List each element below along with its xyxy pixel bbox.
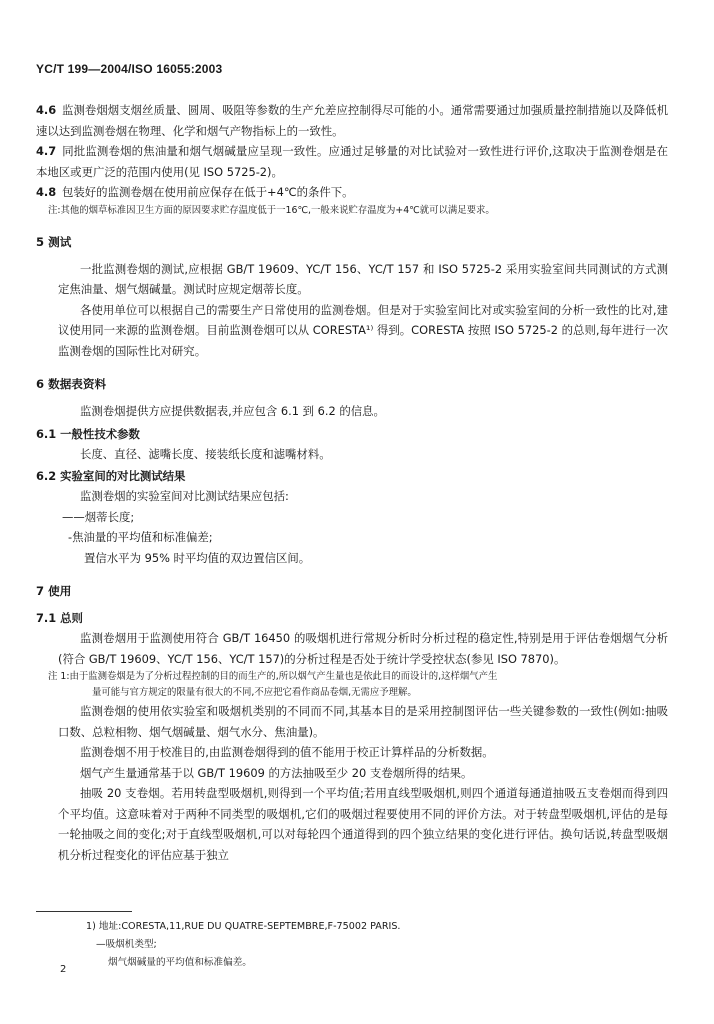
clause-4-8 (36, 182, 668, 203)
section-6-1-text: 长度、直径、滤嘴长度、接装纸长度和滤嘴材料。 (80, 446, 331, 461)
footnote-line: 烟气烟碱量的平均值和标准偏差。 (108, 957, 252, 968)
section-7-paragraph: 烟气产生量通常基于以 GB/T 19609 的方法抽吸至少 20 支卷烟所得的结果。 (80, 765, 473, 780)
section-7-1-heading: 7.1 总则 (36, 611, 83, 625)
clause-4-6 (36, 100, 668, 141)
section-6-2-intro: 监测卷烟的实验室间对比测试结果应包括: (80, 489, 289, 503)
section-6-paragraph: 监测卷烟提供方应提供数据表,并应包含 6.1 到 6.2 的信息。 (80, 404, 385, 418)
clause-4-8-note: 注:其他的烟草标准因卫生方面的原因要求贮存温度低于一16℃,一般来说贮存温度为+4℃就可以满足要求。 (48, 204, 495, 216)
section-5-paragraph: 一批监测卷烟的测试,应根据 GB/T 19609、YC/T 156、YC/T 157 和 ISO 5725-2 采用实验室间共同测试的方式测定焦油量、烟气烟碱量。测试时应规定烟蒂长度。 (58, 261, 668, 296)
page-number: 2 (60, 964, 67, 975)
clause-text: 监测卷烟烟支烟丝质量、圆周、吸阻等参数的生产允差应控制得尽可能的小。通常需要通过加强质量控制措施以及降低机速以达到监测卷烟在物理、化学和烟气产物指标上的一致性。 (36, 103, 668, 138)
section-7-heading: 7 使用 (36, 584, 72, 598)
section-7-paragraph: 监测卷烟用于监测使用符合 GB/T 16450 的吸烟机进行常规分析时分析过程的稳定性,特别是用于评估卷烟烟气分析(符合 GB/T 19609、YC/T 156、YC/T 157)的分析过程是否处于统计学受控状态(参见 ISO 7870)。 (58, 631, 668, 666)
footnote-line: —吸烟机类型; (96, 939, 157, 950)
section-7-note-1: 注 1:由于监测卷烟是为了分析过程控制的目的而生产的,所以烟气产生量也是依此目的而设计的,这样烟气产生 (48, 671, 498, 682)
section-7-paragraph: 抽吸 20 支卷烟。若用转盘型吸烟机,则得到一个平均值;若用直线型吸烟机,则四个通道每通道抽吸五支卷烟而得到四个平均值。这意味着对于两种不同类型的吸烟机,它们的吸烟过程要使用不同的评价方法。对于转盘型吸烟机,评估的是每一轮抽吸之间的变化;对于直线型吸烟机,可以对每轮四个通道得到的四个独立结果的变化进行评估。换句话说,转盘型吸烟机分析过程变化的评估应基于独立 (58, 786, 668, 862)
body-content (36, 100, 668, 865)
footnote (86, 918, 400, 972)
section-5-paragraph: 各使用单位可以根据自己的需要生产日常使用的监测卷烟。但是对于实验室间比对或实验室间的分析一致性的比对,建议使用同一来源的监测卷烟。目前监测卷烟可以从 CORESTA¹⁾ 得到。CORESTA 按照 ISO 5725-2 的总则,每年进行一次监测卷烟的国际性比对研究。 (58, 302, 668, 358)
footnote-line: 1) 地址:CORESTA,11,RUE DU QUATRE-SEPTEMBRE,F-75002 PARIS. (86, 921, 401, 932)
clause-text: 包装好的监测卷烟在使用前应保存在低于+4℃的条件下。 (62, 185, 354, 199)
clause-4-7 (36, 141, 668, 182)
clause-number: 4.7 (36, 144, 57, 158)
footnote-divider (36, 911, 132, 912)
section-6-heading: 6 数据表资料 (36, 377, 107, 391)
section-7-paragraph: 监测卷烟不用于校准目的,由监测卷烟得到的值不能用于校正计算样品的分析数据。 (80, 745, 494, 759)
clause-number: 4.6 (36, 103, 57, 117)
section-5-heading: 5 测试 (36, 234, 72, 249)
section-6-2-heading: 6.2 实验室间的对比测试结果 (36, 469, 186, 483)
clause-text: 同批监测卷烟的焦油量和烟气烟碱量应呈现一致性。应通过足够量的对比试验对一致性进行评价,这取决于监测卷烟是在本地区或更广泛的范围内使用(见 ISO 5725-2)。 (36, 144, 668, 179)
list-item: ——烟蒂长度; (62, 509, 135, 524)
section-7-paragraph: 监测卷烟的使用依实验室和吸烟机类别的不同而不同,其基本目的是采用控制图评估一些关键参数的一致性(例如:抽吸口数、总粒相物、烟气烟碱量、烟气水分、焦油量)。 (58, 704, 668, 739)
list-item: -焦油量的平均值和标准偏差; (68, 530, 213, 544)
section-6-1-heading: 6.1 一般性技术参数 (36, 426, 140, 441)
section-7-note-1-cont: 量可能与官方规定的限量有很大的不同,不应把它看作商品卷烟,无需应予理解。 (92, 687, 417, 698)
clause-number: 4.8 (36, 185, 57, 199)
standard-number-header: YC/T 199—2004/ISO 16055:2003 (36, 62, 223, 76)
list-item: 置信水平为 95% 时平均值的双边置信区间。 (84, 550, 311, 565)
